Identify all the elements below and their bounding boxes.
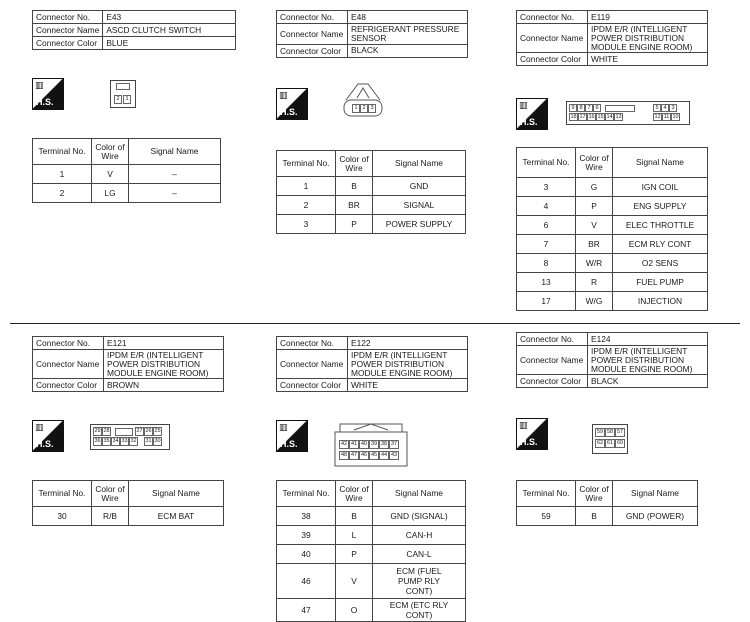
- connector-name-label: Connector Name: [33, 24, 103, 37]
- connector-no-value: E121: [104, 337, 224, 350]
- table-row: [517, 273, 708, 292]
- pin-label: 35: [103, 438, 110, 444]
- hs-label: H.S.: [36, 97, 54, 107]
- pin-label: 14: [606, 114, 613, 120]
- connector-panel-e124: [516, 332, 708, 388]
- terminal-no-header: Terminal No.: [33, 139, 92, 165]
- pin-label: 47: [350, 452, 358, 458]
- wire-color-cell: R: [576, 273, 613, 292]
- signal-cell: ECM RLY CONT: [613, 235, 708, 254]
- connector-name-label: Connector Name: [517, 24, 588, 53]
- connector-no-label: Connector No.: [517, 11, 588, 24]
- signal-cell: CAN-L: [373, 545, 466, 564]
- signal-cell: GND (POWER): [613, 507, 698, 526]
- table-row: [277, 564, 466, 599]
- connector-glyph-icon: ▥: [35, 422, 44, 432]
- pin-label: 7: [585, 104, 593, 112]
- harness-side-icon: [276, 88, 308, 120]
- pin-label: 18: [570, 114, 577, 120]
- pin-label: 17: [579, 114, 586, 120]
- signal-name-header: Signal Name: [613, 148, 708, 178]
- signal-name-header: Signal Name: [129, 139, 221, 165]
- terminal-no-header: Terminal No.: [517, 148, 576, 178]
- pin-label: 58: [606, 429, 614, 435]
- hs-label: H.S.: [280, 439, 298, 449]
- connector-name-value: ASCD CLUTCH SWITCH: [103, 24, 236, 37]
- connector-glyph-icon: ▥: [279, 90, 288, 100]
- color-of-wire-header: Color of Wire: [576, 481, 613, 507]
- pin-label: 45: [370, 452, 378, 458]
- terminal-no-header: Terminal No.: [517, 481, 576, 507]
- pin-label: 10: [672, 114, 679, 120]
- wire-color-cell: BR: [336, 196, 373, 215]
- pin-label: 11: [663, 114, 670, 120]
- connector-panel-e122: [276, 336, 468, 392]
- wire-color-cell: O: [336, 599, 373, 622]
- color-of-wire-header: Color of Wire: [92, 481, 129, 507]
- connector-color-label: Connector Color: [33, 37, 103, 50]
- signal-table-e43: [32, 138, 221, 203]
- connector-panel-e119: [516, 10, 708, 66]
- pin-label: 34: [112, 438, 119, 444]
- connector-color-label: Connector Color: [33, 379, 104, 392]
- pin-label: 6: [593, 104, 601, 112]
- connector-glyph-icon: ▥: [35, 80, 44, 90]
- connector-color-value: BLACK: [348, 44, 468, 57]
- table-row: [33, 165, 221, 184]
- wire-color-cell: V: [92, 165, 129, 184]
- table-row: [33, 507, 224, 526]
- terminal-cell: 1: [33, 165, 92, 184]
- pin-label: 43: [390, 452, 398, 458]
- pin-label: 5: [653, 104, 661, 112]
- color-of-wire-header: Color of Wire: [576, 148, 613, 178]
- pin-label: 28: [103, 428, 110, 434]
- pin-label: 4: [661, 104, 669, 112]
- connector-name-label: Connector Name: [517, 346, 588, 375]
- signal-cell: –: [129, 165, 221, 184]
- connector-color-value: WHITE: [588, 53, 708, 66]
- connector-name-value: IPDM E/R (INTELLIGENT POWER DISTRIBUTION MODULE ENGINE ROOM): [348, 350, 468, 379]
- signal-cell: SIGNAL: [373, 196, 466, 215]
- pin-label: 12: [654, 114, 661, 120]
- pin-label: 1: [123, 95, 131, 104]
- pin-label: 61: [606, 440, 614, 446]
- hs-label: H.S.: [520, 117, 538, 127]
- connector-panel-e43: [32, 10, 236, 50]
- table-row: [277, 545, 466, 564]
- connector-glyph-icon: ▥: [519, 100, 528, 110]
- harness-side-icon: [32, 420, 64, 452]
- terminal-cell: 46: [277, 564, 336, 599]
- pin-label: 32: [130, 438, 137, 444]
- signal-cell: O2 SENS: [613, 254, 708, 273]
- connector-info-table: [516, 10, 708, 66]
- harness-side-icon: [276, 420, 308, 452]
- terminal-cell: 17: [517, 292, 576, 311]
- signal-cell: ECM (FUEL PUMP RLY CONT): [373, 564, 466, 599]
- wire-color-cell: B: [576, 507, 613, 526]
- pin-label: 41: [350, 441, 358, 447]
- connector-no-value: E48: [348, 11, 468, 24]
- connector-color-value: WHITE: [348, 379, 468, 392]
- table-row: [517, 292, 708, 311]
- pin-label: 60: [616, 440, 624, 446]
- pin-label: 3: [669, 104, 677, 112]
- connector-color-label: Connector Color: [517, 53, 588, 66]
- color-of-wire-header: Color of Wire: [92, 139, 129, 165]
- wire-color-cell: P: [336, 215, 373, 234]
- table-row: [517, 216, 708, 235]
- connector-no-label: Connector No.: [277, 337, 348, 350]
- connector-name-value: REFRIGERANT PRESSURE SENSOR: [348, 24, 468, 45]
- signal-cell: GND (SIGNAL): [373, 507, 466, 526]
- pin-label: 15: [597, 114, 604, 120]
- connector-info-table: [516, 332, 708, 388]
- connector-color-label: Connector Color: [517, 375, 588, 388]
- table-row: [277, 215, 466, 234]
- pin-label: 27: [136, 428, 143, 434]
- terminal-cell: 3: [277, 215, 336, 234]
- wire-color-cell: P: [576, 197, 613, 216]
- table-row: [517, 235, 708, 254]
- hs-label: H.S.: [520, 437, 538, 447]
- color-of-wire-header: Color of Wire: [336, 151, 373, 177]
- signal-cell: ECM (ETC RLY CONT): [373, 599, 466, 622]
- pin-label: 2: [360, 104, 368, 113]
- harness-side-icon: [32, 78, 64, 110]
- signal-cell: INJECTION: [613, 292, 708, 311]
- pin-label: 2: [114, 95, 122, 104]
- section-divider: [10, 323, 740, 324]
- pin-label: 44: [380, 452, 388, 458]
- terminal-cell: 30: [33, 507, 92, 526]
- connector-name-value: IPDM E/R (INTELLIGENT POWER DISTRIBUTION MODULE ENGINE ROOM): [588, 24, 708, 53]
- connector-face-e48: [340, 80, 386, 124]
- table-row: [517, 254, 708, 273]
- connector-glyph-icon: ▥: [519, 420, 528, 430]
- terminal-cell: 59: [517, 507, 576, 526]
- terminal-cell: 6: [517, 216, 576, 235]
- signal-table-e48: [276, 150, 466, 234]
- harness-side-icon: [516, 98, 548, 130]
- wire-color-cell: P: [336, 545, 373, 564]
- terminal-cell: 39: [277, 526, 336, 545]
- connector-color-label: Connector Color: [277, 44, 348, 57]
- connector-glyph-icon: ▥: [279, 422, 288, 432]
- signal-table-e119: [516, 147, 708, 311]
- table-row: [277, 196, 466, 215]
- terminal-cell: 2: [277, 196, 336, 215]
- pin-label: 26: [145, 428, 152, 434]
- wire-color-cell: G: [576, 178, 613, 197]
- table-row: [277, 526, 466, 545]
- connector-name-label: Connector Name: [33, 350, 104, 379]
- connector-face-e119: [566, 101, 690, 125]
- connector-no-label: Connector No.: [277, 11, 348, 24]
- signal-cell: ECM BAT: [129, 507, 224, 526]
- pin-label: 30: [154, 438, 161, 444]
- connector-name-label: Connector Name: [277, 24, 348, 45]
- terminal-no-header: Terminal No.: [277, 481, 336, 507]
- pin-label: 1: [352, 104, 360, 113]
- connector-name-value: IPDM E/R (INTELLIGENT POWER DISTRIBUTION MODULE ENGINE ROOM): [104, 350, 224, 379]
- pin-label: 25: [154, 428, 161, 434]
- connector-face-e121: [90, 424, 170, 450]
- connector-no-label: Connector No.: [33, 11, 103, 24]
- connector-panel-e121: [32, 336, 224, 392]
- pin-label: 48: [340, 452, 348, 458]
- table-row: [517, 178, 708, 197]
- pin-label: 46: [360, 452, 368, 458]
- connector-info-table: [32, 10, 236, 50]
- pin-label: 39: [370, 441, 378, 447]
- connector-no-value: E122: [348, 337, 468, 350]
- signal-name-header: Signal Name: [373, 481, 466, 507]
- terminal-cell: 47: [277, 599, 336, 622]
- connector-no-value: E43: [103, 11, 236, 24]
- pin-label: 9: [569, 104, 577, 112]
- terminal-cell: 8: [517, 254, 576, 273]
- wire-color-cell: BR: [576, 235, 613, 254]
- signal-cell: CAN-H: [373, 526, 466, 545]
- connector-color-value: BLACK: [588, 375, 708, 388]
- pin-label: 42: [340, 441, 348, 447]
- pin-label: 3: [368, 104, 376, 113]
- connector-no-label: Connector No.: [33, 337, 104, 350]
- signal-name-header: Signal Name: [129, 481, 224, 507]
- connector-no-label: Connector No.: [517, 333, 588, 346]
- table-row: [517, 507, 698, 526]
- terminal-cell: 4: [517, 197, 576, 216]
- signal-cell: FUEL PUMP: [613, 273, 708, 292]
- pin-label: 59: [596, 429, 604, 435]
- pin-label: 40: [360, 441, 368, 447]
- pin-label: 8: [577, 104, 585, 112]
- signal-name-header: Signal Name: [373, 151, 466, 177]
- pin-label: 57: [616, 429, 624, 435]
- terminal-cell: 2: [33, 184, 92, 203]
- wire-color-cell: R/B: [92, 507, 129, 526]
- terminal-cell: 7: [517, 235, 576, 254]
- wire-color-cell: W/G: [576, 292, 613, 311]
- wire-color-cell: B: [336, 507, 373, 526]
- signal-name-header: Signal Name: [613, 481, 698, 507]
- connector-face-e124: [592, 424, 628, 454]
- hs-label: H.S.: [36, 439, 54, 449]
- wire-color-cell: V: [336, 564, 373, 599]
- connector-info-table: [32, 336, 224, 392]
- wire-color-cell: V: [576, 216, 613, 235]
- terminal-cell: 1: [277, 177, 336, 196]
- pin-label: 31: [145, 438, 152, 444]
- signal-cell: IGN COIL: [613, 178, 708, 197]
- signal-cell: –: [129, 184, 221, 203]
- pin-label: 38: [380, 441, 388, 447]
- connector-face-e43: [110, 80, 136, 108]
- pin-label: 36: [94, 438, 101, 444]
- pin-label: 37: [390, 441, 398, 447]
- connector-color-value: BLUE: [103, 37, 236, 50]
- connector-info-table: [276, 336, 468, 392]
- wire-color-cell: B: [336, 177, 373, 196]
- signal-table-e124: [516, 480, 698, 526]
- table-row: [33, 184, 221, 203]
- signal-cell: ENG SUPPLY: [613, 197, 708, 216]
- color-of-wire-header: Color of Wire: [336, 481, 373, 507]
- terminal-cell: 38: [277, 507, 336, 526]
- signal-table-e122: [276, 480, 466, 622]
- harness-side-icon: [516, 418, 548, 450]
- terminal-no-header: Terminal No.: [33, 481, 92, 507]
- pin-label: 33: [121, 438, 128, 444]
- wire-color-cell: L: [336, 526, 373, 545]
- terminal-cell: 40: [277, 545, 336, 564]
- terminal-cell: 13: [517, 273, 576, 292]
- table-row: [277, 507, 466, 526]
- table-row: [277, 177, 466, 196]
- pin-label: 13: [615, 114, 622, 120]
- table-row: [277, 599, 466, 622]
- signal-cell: GND: [373, 177, 466, 196]
- pin-label: 29: [94, 428, 101, 434]
- terminal-no-header: Terminal No.: [277, 151, 336, 177]
- signal-table-e121: [32, 480, 224, 526]
- connector-name-label: Connector Name: [277, 350, 348, 379]
- connector-color-label: Connector Color: [277, 379, 348, 392]
- connector-color-value: BROWN: [104, 379, 224, 392]
- connector-no-value: E119: [588, 11, 708, 24]
- terminal-cell: 3: [517, 178, 576, 197]
- signal-cell: ELEC THROTTLE: [613, 216, 708, 235]
- pin-label: 62: [596, 440, 604, 446]
- wire-color-cell: W/R: [576, 254, 613, 273]
- connector-no-value: E124: [588, 333, 708, 346]
- pin-label: 16: [588, 114, 595, 120]
- signal-cell: POWER SUPPLY: [373, 215, 466, 234]
- connector-name-value: IPDM E/R (INTELLIGENT POWER DISTRIBUTION MODULE ENGINE ROOM): [588, 346, 708, 375]
- wire-color-cell: LG: [92, 184, 129, 203]
- hs-label: H.S.: [280, 107, 298, 117]
- connector-panel-e48: [276, 10, 468, 58]
- connector-info-table: [276, 10, 468, 58]
- table-row: [517, 197, 708, 216]
